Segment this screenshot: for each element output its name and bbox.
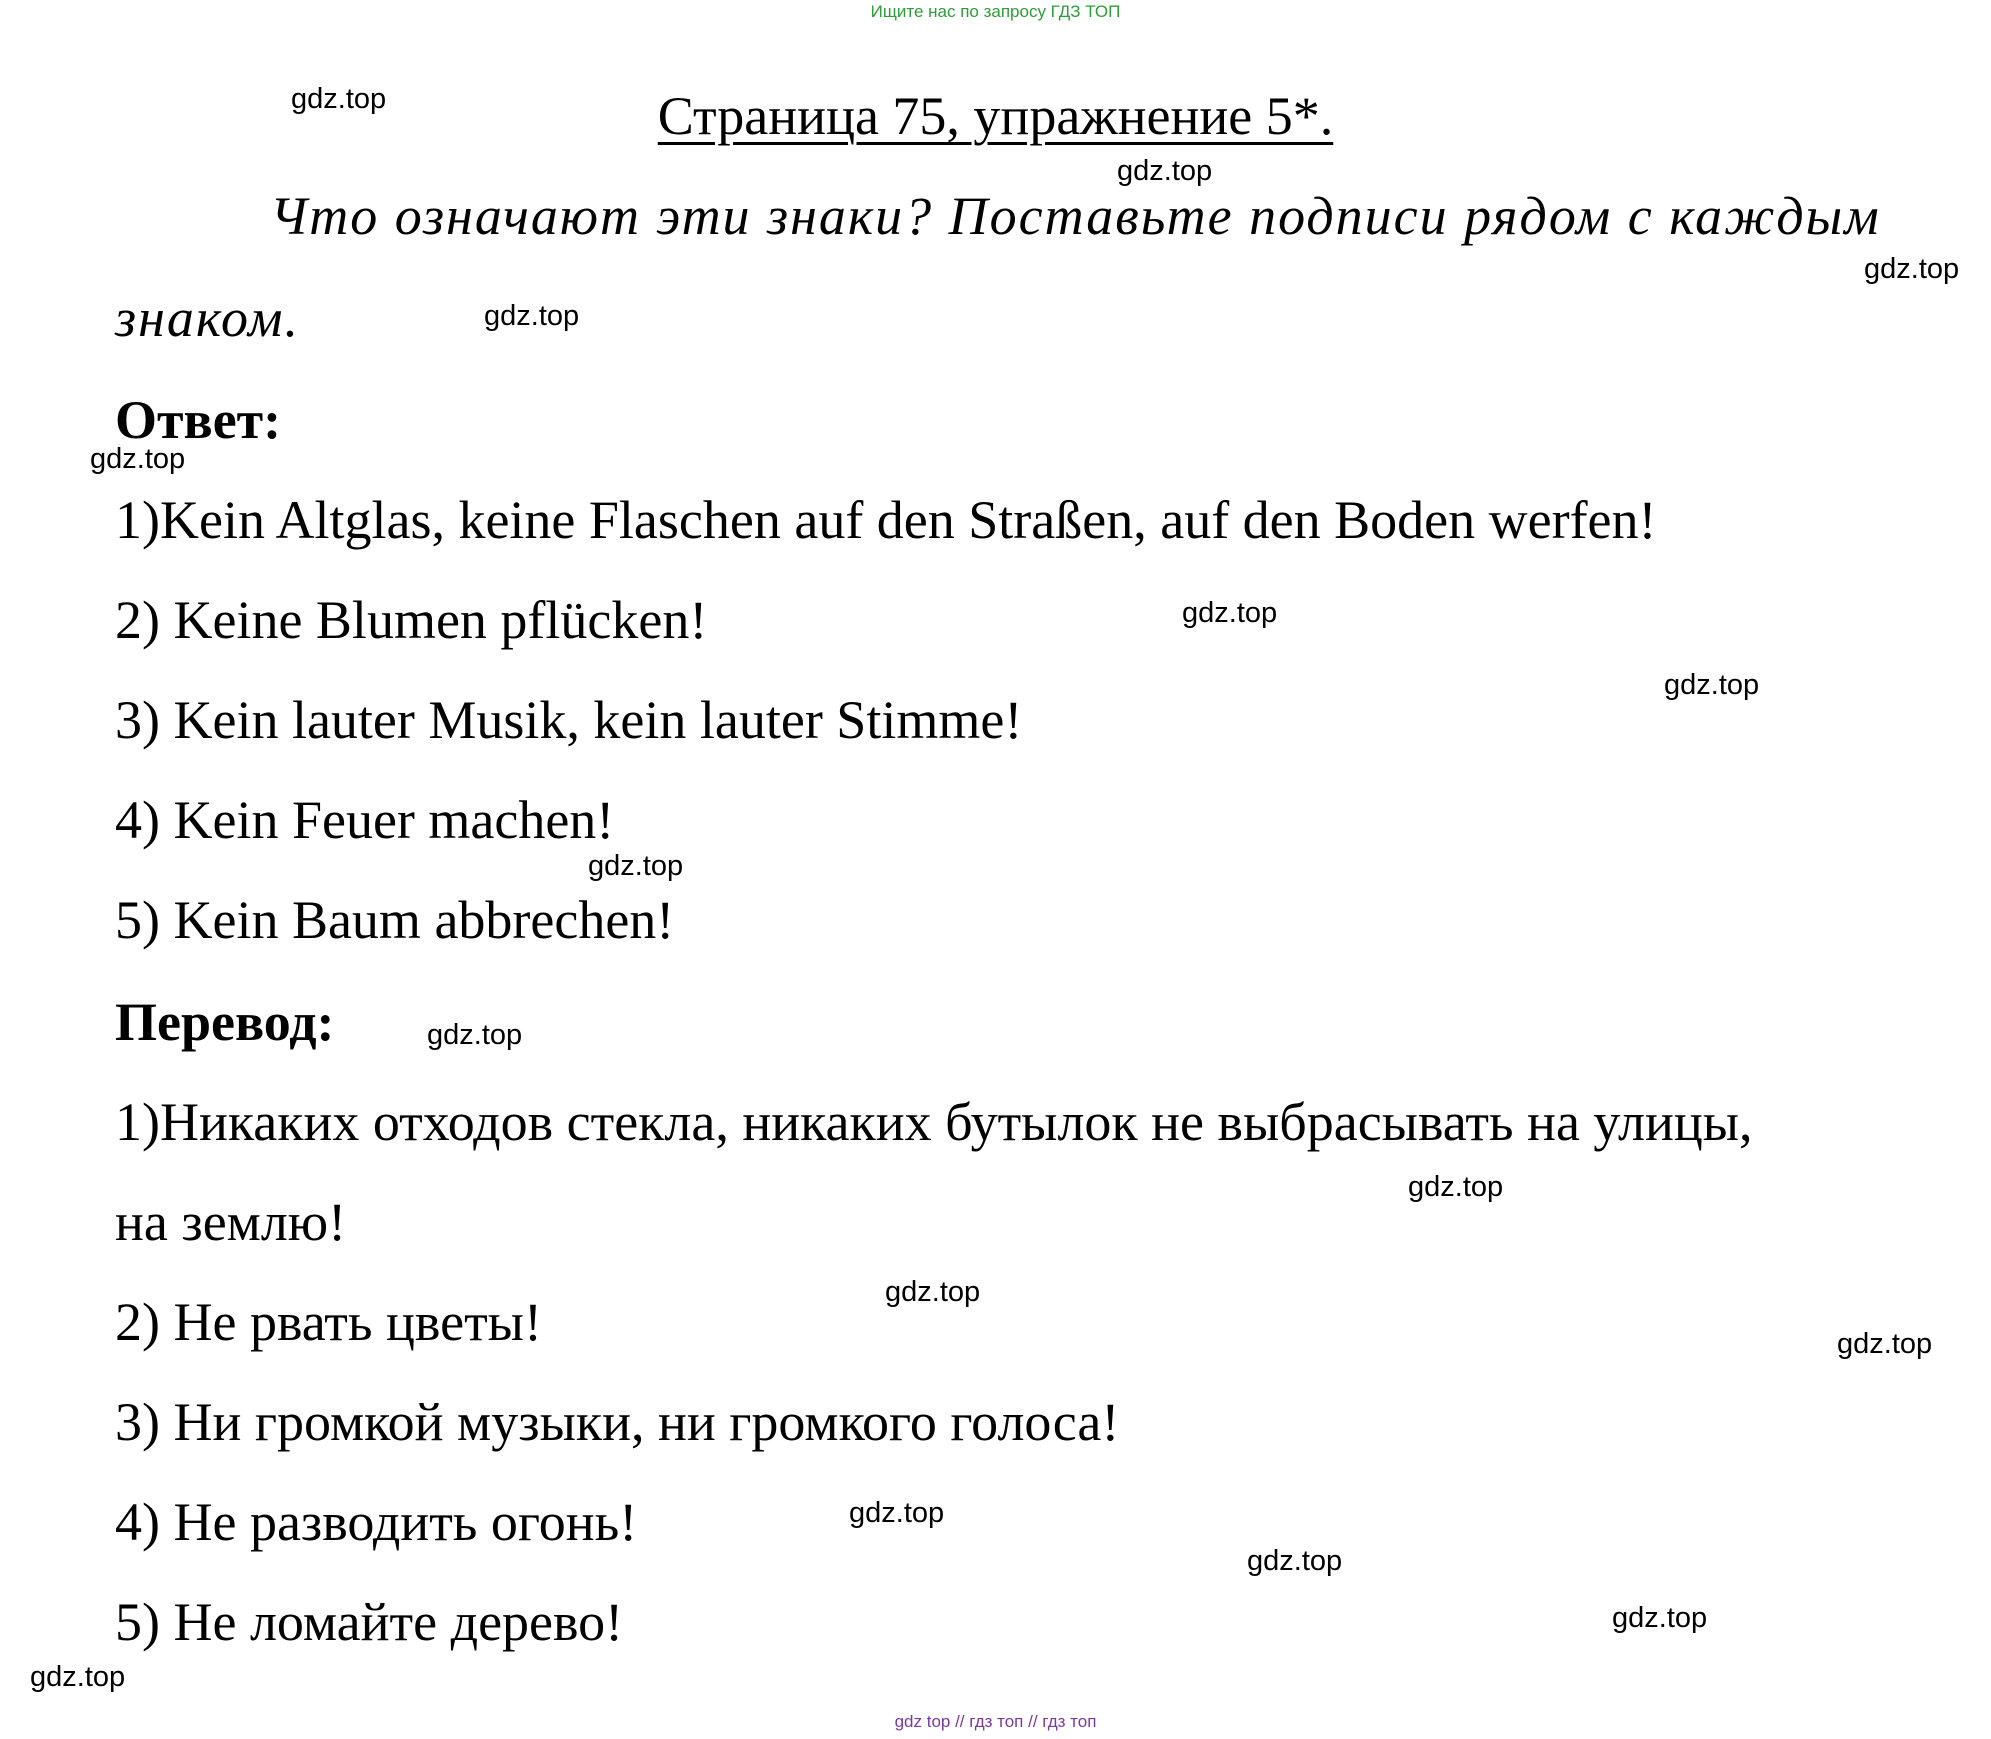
watermark: gdz.top (849, 1497, 945, 1529)
watermark: gdz.top (90, 443, 186, 475)
watermark: gdz.top (291, 83, 387, 115)
footer-links: gdz top // гдз топ // гдз топ (894, 1712, 1097, 1731)
search-hint-banner: Ищите нас по запросу ГДЗ ТОП (870, 2, 1121, 21)
watermark: gdz.top (1182, 597, 1278, 629)
watermark: gdz.top (885, 1276, 981, 1308)
translation-item-3: 3) Ни громкой музыки, ни громкого голоса! (115, 1392, 1120, 1452)
watermark: gdz.top (1408, 1171, 1504, 1203)
watermark: gdz.top (1837, 1328, 1933, 1360)
translation-heading: Перевод: (115, 992, 335, 1052)
translation-item-1-line-2: на землю! (115, 1192, 347, 1252)
watermark: gdz.top (484, 300, 580, 332)
answer-item-3: 3) Kein lauter Musik, kein lauter Stimme! (115, 690, 1023, 750)
answer-item-1: 1)Kein Altglas, keine Flaschen auf den Straßen, auf den Boden werfen! (115, 490, 1657, 550)
task-text-line-2: знаком. (115, 288, 300, 348)
answer-item-4: 4) Kein Feuer machen! (115, 790, 615, 850)
translation-item-4: 4) Не разводить огонь! (115, 1492, 638, 1552)
answer-item-2: 2) Keine Blumen pflücken! (115, 590, 708, 650)
answer-item-5: 5) Kein Baum abbrechen! (115, 890, 675, 950)
translation-item-1-line-1: 1)Никаких отходов стекла, никаких бутылок не выбрасывать на улицы, (115, 1092, 1753, 1152)
task-text-line-1: Что означают эти знаки? Поставьте подписи рядом с каждым (270, 186, 1881, 246)
watermark: gdz.top (588, 850, 684, 882)
translation-item-2: 2) Не рвать цветы! (115, 1292, 542, 1352)
page-title: Страница 75, упражнение 5*. (657, 86, 1334, 146)
answer-heading: Ответ: (115, 390, 282, 450)
watermark: gdz.top (427, 1019, 523, 1051)
translation-item-5: 5) Не ломайте дерево! (115, 1592, 624, 1652)
watermark: gdz.top (1247, 1545, 1343, 1577)
watermark: gdz.top (30, 1661, 126, 1693)
watermark: gdz.top (1117, 155, 1213, 187)
watermark: gdz.top (1664, 669, 1760, 701)
watermark: gdz.top (1612, 1602, 1708, 1634)
watermark: gdz.top (1864, 253, 1960, 285)
